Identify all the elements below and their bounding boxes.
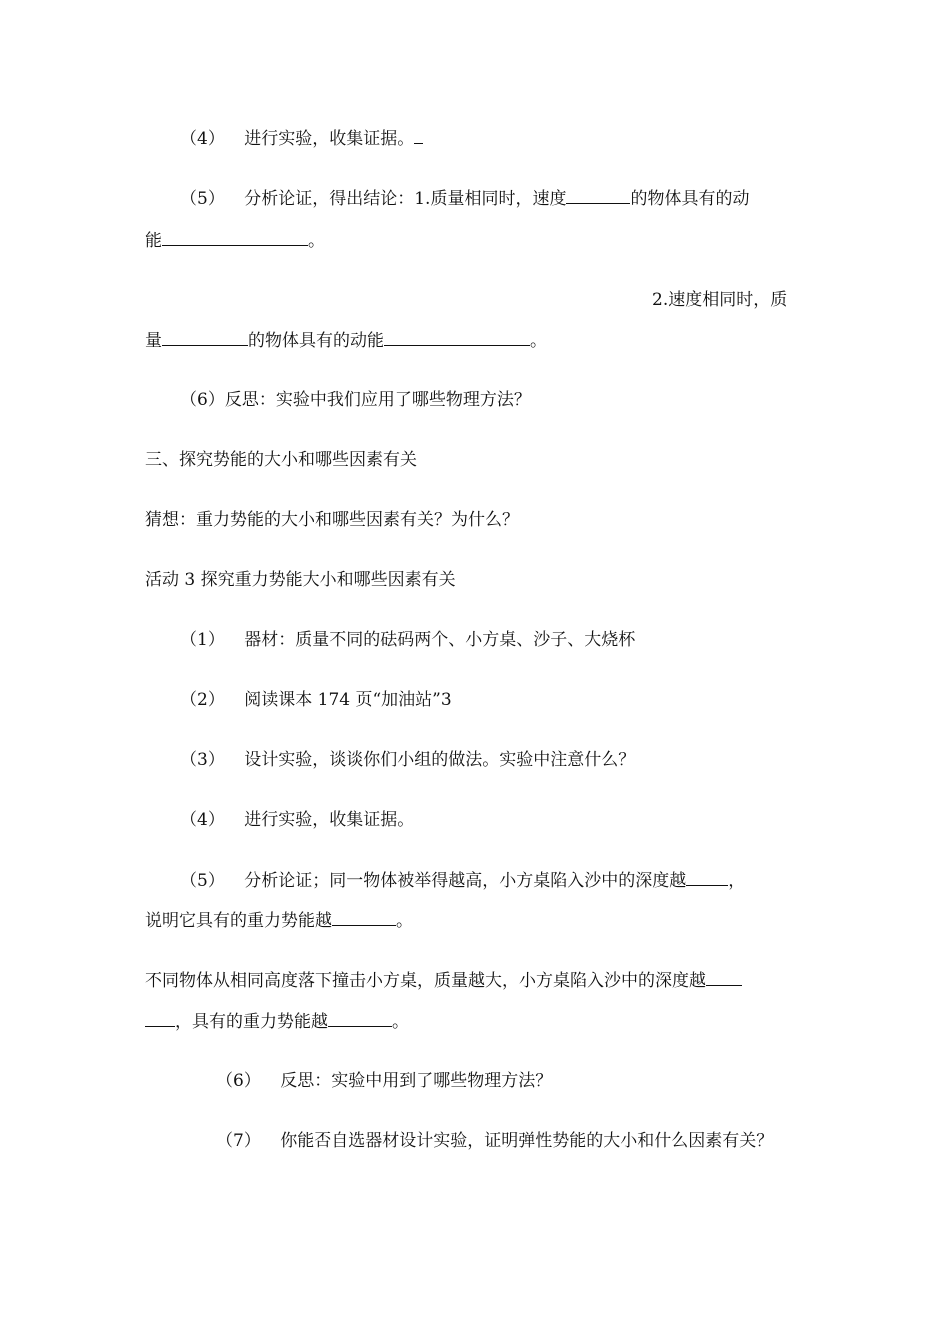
section-title: 三、探究势能的大小和哪些因素有关 [145,450,417,470]
item-text: 量 [145,331,162,351]
item-7-elastic [216,1129,773,1153]
mass-comparison [145,968,742,993]
item-text: 。 [392,1012,409,1032]
item-number: （5） [180,871,225,891]
item-number: （4） [180,810,225,830]
item-number: （2） [180,690,225,710]
item-text: 能 [145,231,162,251]
item-2-reading [180,688,452,712]
fill-blank [328,1009,392,1027]
mass-comparison-continued [145,1009,409,1034]
fill-blank [706,968,742,986]
item-text: ，具有的重力势能越 [175,1012,328,1032]
item-text: 。 [308,231,325,251]
item-1-materials [180,628,635,652]
item-text: 设计实验，谈谈你们小组的做法。实验中注意什么？ [244,750,636,770]
item-text: 反思：实验中用到了哪些物理方法？ [280,1071,553,1091]
item-number: （7） [216,1131,261,1151]
activity-3-heading [145,568,456,592]
item-text: 进行实验，收集证据。 [244,810,415,830]
item-number: （3） [180,750,225,770]
item-5-conclusion-2-continued [145,328,547,353]
item-4-experiment [180,126,423,151]
item-number: （5） [180,189,225,209]
item-text: 进行实验，收集证据。 [244,129,415,149]
item-5-analysis-continued [145,908,413,933]
fill-blank [414,126,423,144]
item-number: （4） [180,129,225,149]
item-text: 。 [396,911,413,931]
item-5-conclusion [180,186,749,211]
item-text: 器材：质量不同的砝码两个、小方桌、沙子、大烧杯 [244,630,636,650]
fill-blank [566,186,630,204]
fill-blank [384,328,530,346]
item-text: 不同物体从相同高度落下撞击小方桌，质量越大，小方桌陷入沙中的深度越 [145,971,706,991]
item-5-analysis [180,868,745,893]
item-text: 2.速度相同时，质 [652,290,788,310]
item-text: 你能否自选器材设计实验，证明弹性势能的大小和什么因素有关？ [280,1131,774,1151]
item-5-continued [145,228,325,253]
item-6-reflection [180,388,531,412]
fill-blank [162,328,248,346]
item-text: ， [728,871,746,891]
item-text: 。 [530,331,547,351]
item-6-reflection-2 [216,1069,552,1093]
item-5-conclusion-2 [652,288,787,312]
item-text: （6）反思：实验中我们应用了哪些物理方法？ [180,390,531,410]
item-text: 的物体具有的动 [630,189,750,209]
item-number: （1） [180,630,225,650]
item-4-experiment-2 [180,808,414,832]
item-text: 分析论证，得出结论：1.质量相同时，速度 [244,189,567,209]
item-text: 猜想：重力势能的大小和哪些因素有关？为什么？ [145,510,519,530]
item-text: 的物体具有的动能 [248,331,384,351]
fill-blank [332,908,396,926]
hypothesis [145,508,519,532]
item-3-design [180,748,635,772]
fill-blank [162,228,308,246]
fill-blank [686,868,728,886]
fill-blank [145,1009,175,1027]
item-text: 分析论证；同一物体被举得越高，小方桌陷入沙中的深度越 [244,871,687,891]
section-heading [145,448,417,472]
item-text: 阅读课本 174 页“加油站”3 [244,690,452,710]
activity-title: 活动 3 探究重力势能大小和哪些因素有关 [145,570,456,590]
item-text: 说明它具有的重力势能越 [145,911,332,931]
item-number: （6） [216,1071,261,1091]
